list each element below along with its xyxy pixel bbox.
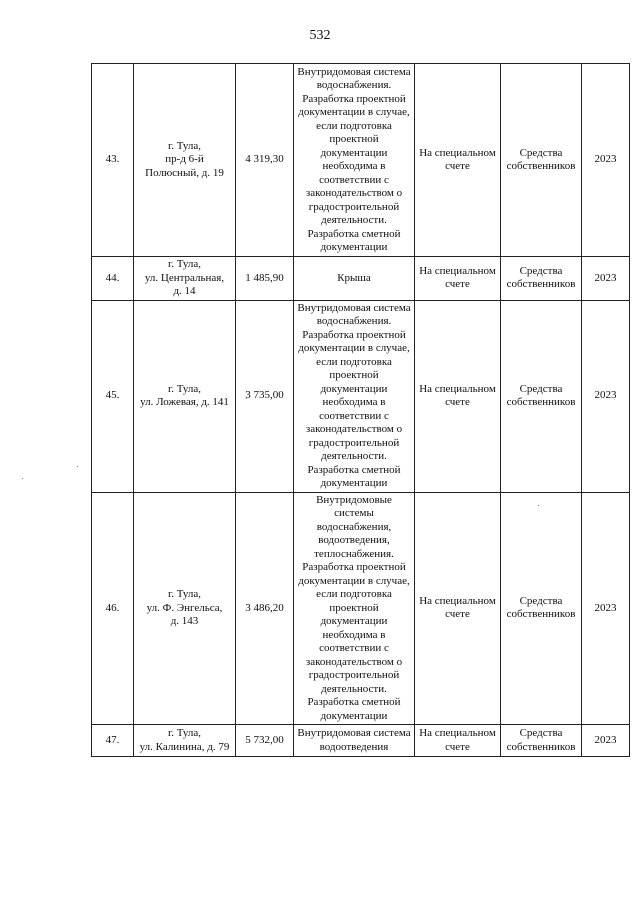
funding-line: собственников (506, 160, 576, 172)
description-line: документации (320, 709, 388, 722)
description-line: градостроительной (308, 669, 400, 681)
address-cell (134, 725, 236, 757)
address-line: д. 14 (173, 285, 196, 297)
description-line: Разработка сметной (307, 463, 401, 476)
funding-line: собственников (506, 740, 576, 753)
account-line: счете (445, 740, 470, 753)
description-line: документации в случае, (298, 342, 410, 354)
funding-line: Средства (519, 727, 563, 739)
description-line: соответствии с (319, 409, 389, 422)
description-line: Крыша (337, 271, 371, 284)
cost-cell: 5 732,00 (236, 725, 294, 757)
description-line: Разработка проектной (302, 92, 406, 105)
table-row (92, 257, 630, 301)
description-line: документации в случае, (298, 574, 410, 587)
address-line: ул. Центральная, (144, 271, 225, 284)
funding-line: Средства (519, 146, 563, 159)
description-line: документации (320, 146, 388, 159)
row-number: 45. (92, 300, 134, 492)
description-line: законодательством о (305, 423, 403, 435)
address-line: ул. Ф. Энгельса, (146, 601, 223, 614)
account-line: счете (445, 160, 470, 172)
description-line: деятельности. (321, 682, 387, 695)
description-line: документации (320, 477, 388, 489)
description-line: если подготовка (316, 588, 392, 600)
address-line: ул. Ложевая, д. 141 (140, 396, 229, 408)
work-description-cell (294, 257, 415, 301)
description-line: необходима в (322, 628, 386, 641)
year-cell: 2023 (582, 725, 630, 757)
description-line: документации (320, 241, 388, 253)
funding-line: Средства (519, 264, 563, 277)
work-description-cell (294, 725, 415, 757)
account-line: На специальном (419, 264, 496, 277)
account-cell (415, 725, 501, 757)
row-number: 47. (92, 725, 134, 757)
address-line: г. Тула, (167, 382, 202, 395)
account-line: На специальном (419, 382, 496, 395)
account-cell (415, 300, 501, 492)
description-line: если подготовка (316, 355, 392, 368)
funding-cell (501, 492, 582, 725)
scan-speck (77, 466, 78, 467)
address-line: д. 143 (170, 615, 199, 627)
address-line: г. Тула, (167, 258, 202, 270)
description-line: соответствии с (319, 642, 389, 654)
row-number: 44. (92, 257, 134, 301)
description-line: проектной (329, 601, 379, 614)
address-line: Полюсный, д. 19 (145, 166, 224, 179)
funding-cell (501, 300, 582, 492)
table-row (92, 64, 630, 257)
account-line: счете (445, 608, 470, 621)
description-line: Разработка проектной (302, 561, 406, 573)
year-cell: 2023 (582, 300, 630, 492)
description-line: теплоснабжения. (314, 547, 394, 560)
description-line: деятельности. (321, 450, 387, 462)
funding-cell (501, 64, 582, 257)
account-line: На специальном (419, 594, 496, 607)
description-line: документации в случае, (298, 106, 410, 118)
description-line: Внутридомовая система (297, 727, 411, 739)
description-line: водоотведения (319, 740, 389, 753)
description-line: водоотведения, (318, 534, 390, 546)
description-line: водоснабжения. (316, 315, 392, 327)
description-line: соответствии с (319, 173, 389, 186)
table-row (92, 300, 630, 492)
account-cell (415, 64, 501, 257)
year-cell: 2023 (582, 492, 630, 725)
work-description-cell (294, 300, 415, 492)
description-line: системы (334, 507, 374, 519)
address-cell (134, 257, 236, 301)
address-line: г. Тула, (167, 727, 202, 739)
table-row (92, 492, 630, 725)
description-line: проектной (329, 369, 379, 381)
description-line: Внутридомовая система (297, 65, 411, 78)
cost-cell: 1 485,90 (236, 257, 294, 301)
address-cell (134, 300, 236, 492)
page-number: 532 (309, 28, 331, 43)
description-line: необходима в (322, 160, 386, 172)
address-cell (134, 64, 236, 257)
description-line: Разработка проектной (302, 328, 406, 341)
description-line: Разработка сметной (307, 227, 401, 240)
description-line: законодательством о (305, 655, 403, 668)
description-line: водоснабжения, (316, 520, 392, 533)
table-row (92, 725, 630, 757)
cost-cell: 4 319,30 (236, 64, 294, 257)
capital-repair-table (91, 63, 630, 757)
work-description-cell (294, 64, 415, 257)
description-line: законодательством о (305, 187, 403, 199)
row-number: 46. (92, 492, 134, 725)
description-line: документации (320, 382, 388, 395)
funding-line: собственников (506, 608, 576, 621)
description-line: градостроительной (308, 200, 400, 213)
cost-cell: 3 486,20 (236, 492, 294, 725)
description-line: Разработка сметной (307, 696, 401, 708)
description-line: проектной (329, 133, 379, 145)
description-line: градостроительной (308, 436, 400, 449)
address-line: г. Тула, (167, 588, 202, 600)
description-line: Внутридомовая система (297, 301, 411, 314)
scan-speck (22, 478, 23, 479)
account-line: На специальном (419, 727, 496, 739)
description-line: необходима в (322, 396, 386, 408)
cost-cell: 3 735,00 (236, 300, 294, 492)
description-line: водоснабжения. (316, 79, 392, 91)
account-cell (415, 492, 501, 725)
funding-line: Средства (519, 594, 563, 607)
description-line: деятельности. (321, 214, 387, 226)
account-line: счете (445, 278, 470, 291)
funding-line: собственников (506, 278, 576, 291)
funding-line: Средства (519, 382, 563, 395)
account-line: счете (445, 396, 470, 408)
funding-line: собственников (506, 396, 576, 408)
row-number: 43. (92, 64, 134, 257)
year-cell: 2023 (582, 257, 630, 301)
description-line: документации (320, 615, 388, 627)
address-line: ул. Калинина, д. 79 (139, 740, 230, 753)
address-line: г. Тула, (167, 139, 202, 152)
account-line: На специальном (419, 146, 496, 159)
address-cell (134, 492, 236, 725)
address-line: пр-д 6-й (165, 153, 204, 166)
work-description-cell (294, 492, 415, 725)
year-cell: 2023 (582, 64, 630, 257)
funding-cell (501, 725, 582, 757)
description-line: если подготовка (316, 119, 392, 132)
description-line: Внутридомовые (316, 493, 392, 506)
account-cell (415, 257, 501, 301)
funding-cell (501, 257, 582, 301)
